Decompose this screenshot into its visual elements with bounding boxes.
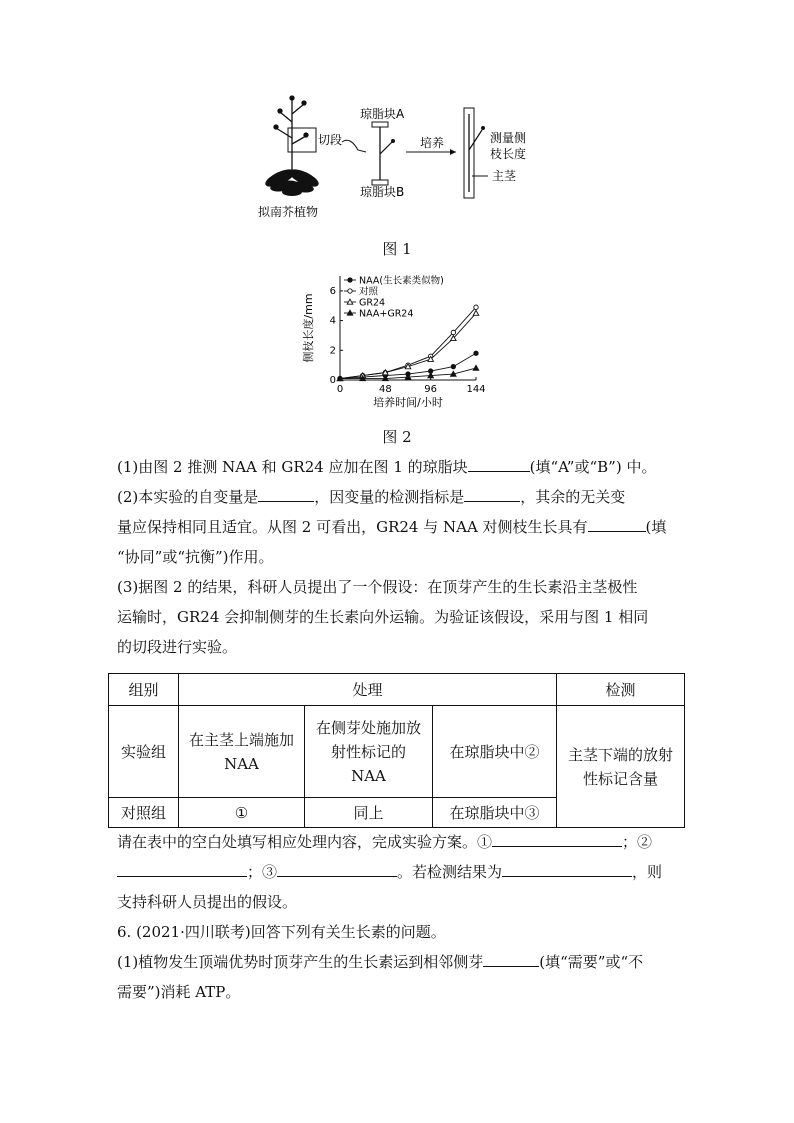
header-detect: 检测 xyxy=(557,674,685,706)
y-tick-label: 4 xyxy=(329,315,336,327)
data-point xyxy=(474,351,478,355)
q6-title: 6. (2021·四川联考)回答下列有关生长素的问题。 xyxy=(117,923,446,941)
experiment-table xyxy=(108,673,685,828)
cell-ctrl-treatment-3: 在琼脂块中③ xyxy=(433,798,557,828)
q6-line1: (1)植物发生顶端优势时顶芽产生的生长素运到相邻侧芽 (填“需要”或“不 xyxy=(117,947,682,977)
legend-entry: 对照 xyxy=(359,286,379,298)
side-bud xyxy=(391,139,395,143)
question-block xyxy=(117,452,682,662)
culture-label: 培养 xyxy=(420,136,445,150)
arabidopsis-plant-drawing xyxy=(274,96,308,172)
cell-detection: 主茎下端的放射 性标记含量 xyxy=(557,706,685,828)
legend-entry: GR24 xyxy=(359,297,386,309)
cut-label: 切段 xyxy=(318,133,343,147)
answer-blank-q6[interactable] xyxy=(483,949,539,967)
answer-blank-1[interactable] xyxy=(492,829,622,847)
data-point xyxy=(451,364,455,368)
answer-blank-q2-c[interactable] xyxy=(588,514,646,532)
row-experimental-group: 实验组 xyxy=(109,706,179,798)
figure-2-caption: 图 2 xyxy=(382,428,412,446)
branch-tip xyxy=(481,126,485,130)
figure-1-diagram xyxy=(250,92,550,228)
answer-blank-result[interactable] xyxy=(502,859,632,877)
fill-line-2: ；③ 。若检测结果为 ，则 xyxy=(117,857,682,887)
x-tick-label: 96 xyxy=(424,384,438,395)
culture-arrow-head xyxy=(450,149,456,155)
data-point xyxy=(451,330,455,334)
measure-label-1: 测量侧 xyxy=(490,131,527,145)
q6-line2: 需要”)消耗 ATP。 xyxy=(117,983,241,1001)
data-point xyxy=(474,305,478,309)
row-control-group: 对照组 xyxy=(109,798,179,828)
legend-entry: NAA+GR24 xyxy=(359,308,414,320)
header-treatment: 处理 xyxy=(179,674,557,706)
y-tick-label: 6 xyxy=(329,285,336,297)
agar-block-a xyxy=(372,122,388,127)
q3-line1: (3)据图 2 的结果，科研人员提出了一个假设：在顶芽产生的生长素沿主茎极性 xyxy=(117,578,638,596)
cut-arrow xyxy=(342,140,366,152)
answer-blank-3[interactable] xyxy=(277,859,397,877)
q3-line2: 运输时，GR24 会抑制侧芽的生长素向外运输。为验证该假设，采用与图 1 相同 xyxy=(117,608,649,626)
x-tick-label: 0 xyxy=(336,384,344,395)
plant-label: 拟南芥植物 xyxy=(258,205,319,219)
q2-line3: “协同”或“抗衡”)作用。 xyxy=(117,548,274,566)
data-point xyxy=(473,310,479,315)
q2-line2: 量应保持相同且适宜。从图 2 可看出，GR24 与 NAA 对侧枝生长具有 (填 xyxy=(117,512,682,542)
answer-blank-2[interactable] xyxy=(117,859,247,877)
answer-blank-q2-b[interactable] xyxy=(464,484,520,502)
cell-exp-treatment-1: 在主茎上端施加 NAA xyxy=(179,706,305,798)
fill-line-3: 支持科研人员提出的假设。 xyxy=(117,893,298,911)
figure-1-caption: 图 1 xyxy=(382,240,412,258)
answer-blank-q2-a[interactable] xyxy=(258,484,314,502)
plant-leaves xyxy=(263,166,321,196)
x-tick-label: 144 xyxy=(466,384,486,395)
figure-2-chart xyxy=(298,268,498,416)
legend-entry: NAA(生长素类似物) xyxy=(359,275,444,287)
block-b-label: 琼脂块B xyxy=(360,185,405,199)
block-a-label: 琼脂块A xyxy=(360,107,405,121)
q3-line3: 的切段进行实验。 xyxy=(117,638,238,656)
side-branch xyxy=(380,142,392,154)
cell-exp-treatment-2: 在侧芽处施加放 射性标记的 NAA xyxy=(305,706,433,798)
header-group: 组别 xyxy=(109,674,179,706)
cell-ctrl-treatment-1: ① xyxy=(179,798,305,828)
y-tick-label: 2 xyxy=(329,345,336,357)
y-tick-label: 0 xyxy=(329,375,336,386)
answer-blank-q1[interactable] xyxy=(468,454,530,472)
measure-label-2: 枝长度 xyxy=(490,147,527,161)
after-table-block xyxy=(117,827,682,1007)
y-axis-label: 侧枝长度/mm xyxy=(302,293,315,363)
legend-marker xyxy=(348,289,352,293)
fill-line-1: 请在表中的空白处填写相应处理内容，完成实验方案。① ；② xyxy=(117,827,682,857)
x-tick-label: 48 xyxy=(378,384,392,395)
cell-exp-treatment-3: 在琼脂块中② xyxy=(433,706,557,798)
measured-branch xyxy=(469,130,482,150)
main-stem-label: 主茎 xyxy=(492,169,517,183)
data-point xyxy=(473,365,479,370)
legend-marker xyxy=(348,278,352,282)
x-axis-label: 培养时间/小时 xyxy=(373,396,443,409)
q2-line1: (2)本实验的自变量是 ，因变量的检测指标是 ，其余的无关变 xyxy=(117,482,682,512)
cell-ctrl-treatment-2: 同上 xyxy=(305,798,433,828)
q1-line: (1)由图 2 推测 NAA 和 GR24 应加在图 1 的琼脂块 (填“A”或“B”) 中。 xyxy=(117,452,682,482)
